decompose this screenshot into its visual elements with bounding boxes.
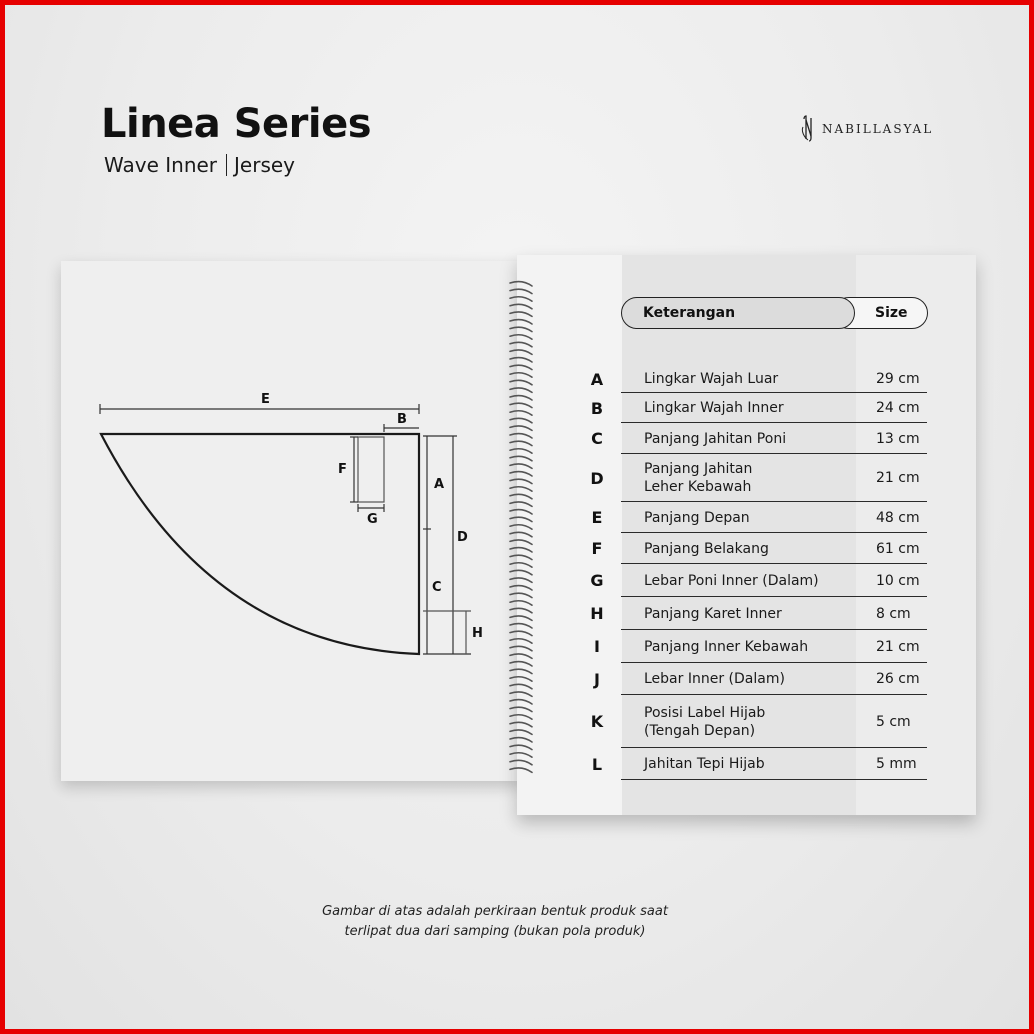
product-info-card: [5, 5, 1029, 1029]
table-row: [517, 663, 976, 695]
subtitle-material: Jersey: [234, 153, 296, 177]
spiral-coil: [510, 380, 532, 384]
row-letter: E: [591, 508, 603, 527]
spiral-coil: [510, 692, 532, 696]
spiral-binding: [504, 277, 540, 777]
footnote-line-1: Gambar di atas adalah perkiraan bentuk produk saat: [322, 904, 668, 919]
spiral-coil: [510, 646, 532, 650]
table-row: [517, 365, 976, 393]
dimension-f: [350, 437, 358, 502]
spiral-coil: [510, 563, 532, 567]
spiral-coil: [510, 570, 532, 574]
row-letter: I: [594, 637, 600, 656]
dimension-h: [423, 611, 471, 654]
row-description: Lingkar Wajah Inner: [644, 400, 784, 416]
spiral-coil: [510, 555, 532, 559]
row-description: Panjang Belakang: [644, 540, 769, 557]
row-size: 29 cm: [876, 371, 920, 387]
spiral-coil: [510, 707, 532, 711]
footnote: [205, 902, 785, 942]
dimension-e: [100, 404, 419, 414]
spiral-coil: [510, 540, 532, 544]
row-letter: D: [590, 468, 604, 488]
inner-piece: [358, 437, 384, 502]
spiral-coil: [510, 510, 532, 514]
spiral-coil: [510, 730, 532, 734]
spiral-coil: [510, 722, 532, 726]
spiral-coil: [510, 502, 532, 506]
spiral-coil: [510, 411, 532, 415]
spiral-coil: [510, 472, 532, 476]
spiral-coil: [510, 396, 532, 400]
spiral-coil: [510, 342, 532, 346]
spiral-coil: [510, 388, 532, 392]
row-size: 5 cm: [876, 713, 911, 730]
dimension-a-c: [423, 436, 431, 654]
spiral-coil: [510, 662, 532, 666]
spiral-coil: [510, 320, 532, 324]
row-description: Jahitan Tepi Hijab: [644, 756, 765, 772]
notebook-right-page: [517, 255, 976, 815]
spiral-coil: [510, 601, 532, 605]
spiral-coil: [510, 335, 532, 339]
brand-monogram-icon: [800, 115, 816, 143]
table-row: [517, 502, 976, 533]
spiral-coil: [510, 715, 532, 719]
page-title: Linea Series: [101, 101, 372, 147]
table-row: [517, 695, 976, 748]
row-letter: K: [590, 712, 604, 731]
spiral-coil: [510, 297, 532, 301]
spiral-coil: [510, 282, 532, 286]
row-size: 24 cm: [876, 400, 920, 416]
spiral-coil: [510, 517, 532, 521]
subtitle: [104, 153, 295, 177]
table-row: [517, 630, 976, 663]
row-letter: J: [594, 669, 600, 689]
row-description: Panjang Depan: [644, 509, 750, 526]
label-e: E: [261, 392, 270, 407]
row-letter: B: [590, 398, 604, 418]
label-f: F: [338, 462, 347, 477]
spiral-coil: [510, 289, 532, 293]
label-a: A: [434, 477, 445, 492]
spiral-coil: [510, 479, 532, 483]
spiral-coil: [510, 654, 532, 658]
spiral-coil: [510, 365, 532, 369]
table-row: [517, 564, 976, 597]
table-row: [517, 454, 976, 502]
row-size: 10 cm: [876, 572, 920, 589]
spiral-coil: [510, 608, 532, 612]
spiral-coil: [510, 631, 532, 635]
spiral-coil: [510, 350, 532, 354]
table-row: [517, 597, 976, 630]
spiral-coil: [510, 593, 532, 597]
spiral-coil: [510, 418, 532, 422]
row-size: 8 cm: [876, 605, 911, 622]
label-c: C: [432, 580, 442, 595]
spiral-coil: [510, 669, 532, 673]
spiral-coil: [510, 753, 532, 757]
row-description: Lingkar Wajah Luar: [644, 371, 779, 387]
spiral-coil: [510, 768, 532, 772]
label-h: H: [472, 626, 483, 641]
table-row: [517, 423, 976, 454]
row-letter: G: [590, 571, 604, 590]
hijab-outline: [101, 434, 419, 654]
brand-name: NABILLASYAL: [822, 122, 934, 136]
spiral-coil: [510, 578, 532, 582]
spiral-coil: [510, 548, 532, 552]
spiral-coil: [510, 373, 532, 377]
row-description: Posisi Label Hijab (Tengah Depan): [644, 704, 766, 739]
spiral-coil: [510, 738, 532, 742]
header-keterangan: Keterangan: [621, 297, 855, 329]
spiral-coil: [510, 639, 532, 643]
spiral-coil: [510, 403, 532, 407]
row-size: 13 cm: [876, 430, 920, 447]
spiral-coil: [510, 616, 532, 620]
row-description: Panjang Inner Kebawah: [644, 638, 809, 655]
spiral-coil: [510, 586, 532, 590]
label-g: G: [367, 512, 378, 527]
spiral-coil: [510, 358, 532, 362]
spiral-coil: [510, 677, 532, 681]
spiral-coil: [510, 525, 532, 529]
row-description: Lebar Poni Inner (Dalam): [644, 572, 819, 589]
row-description: Panjang Karet Inner: [644, 605, 782, 622]
row-size: 26 cm: [876, 671, 920, 687]
dimension-d: [423, 436, 471, 654]
label-d: D: [457, 530, 468, 545]
spiral-coil: [510, 532, 532, 536]
subtitle-variant: Wave Inner: [104, 153, 218, 177]
subtitle-divider: [226, 154, 227, 176]
row-size: 5 mm: [876, 756, 917, 772]
header-size: Size: [833, 297, 928, 329]
table-row: [517, 748, 976, 780]
table-row: [517, 393, 976, 423]
table-row: [517, 533, 976, 564]
row-description: Lebar Inner (Dalam): [644, 671, 785, 687]
spiral-coil: [510, 487, 532, 491]
spiral-coil: [510, 312, 532, 316]
spiral-coil: [510, 304, 532, 308]
row-letter: L: [591, 754, 603, 774]
spiral-coil: [510, 464, 532, 468]
row-size: 21 cm: [876, 470, 920, 486]
row-description: Panjang Jahitan Leher Kebawah: [644, 461, 753, 495]
row-letter: F: [591, 539, 603, 558]
spiral-coil: [510, 441, 532, 445]
spiral-coil: [510, 456, 532, 460]
spiral-coil: [510, 426, 532, 430]
label-b: B: [397, 412, 407, 427]
spiral-coil: [510, 760, 532, 764]
spiral-coil: [510, 700, 532, 704]
hijab-diagram: [61, 261, 523, 781]
row-letter: H: [590, 604, 604, 623]
dimension-g: [358, 504, 384, 512]
spiral-coil: [510, 449, 532, 453]
row-size: 21 cm: [876, 638, 920, 655]
brand-logo: [800, 115, 933, 143]
spiral-coil: [510, 745, 532, 749]
spiral-coil: [510, 434, 532, 438]
row-description: Panjang Jahitan Poni: [644, 430, 787, 447]
spiral-coil: [510, 624, 532, 628]
row-letter: C: [591, 429, 603, 448]
spiral-coil: [510, 684, 532, 688]
footnote-line-2: terlipat dua dari samping (bukan pola produk): [344, 924, 646, 939]
spiral-coil: [510, 494, 532, 498]
row-size: 48 cm: [876, 509, 920, 526]
spiral-coil: [510, 327, 532, 331]
row-letter: A: [590, 369, 604, 389]
row-divider: [621, 779, 927, 781]
row-size: 61 cm: [876, 540, 920, 557]
